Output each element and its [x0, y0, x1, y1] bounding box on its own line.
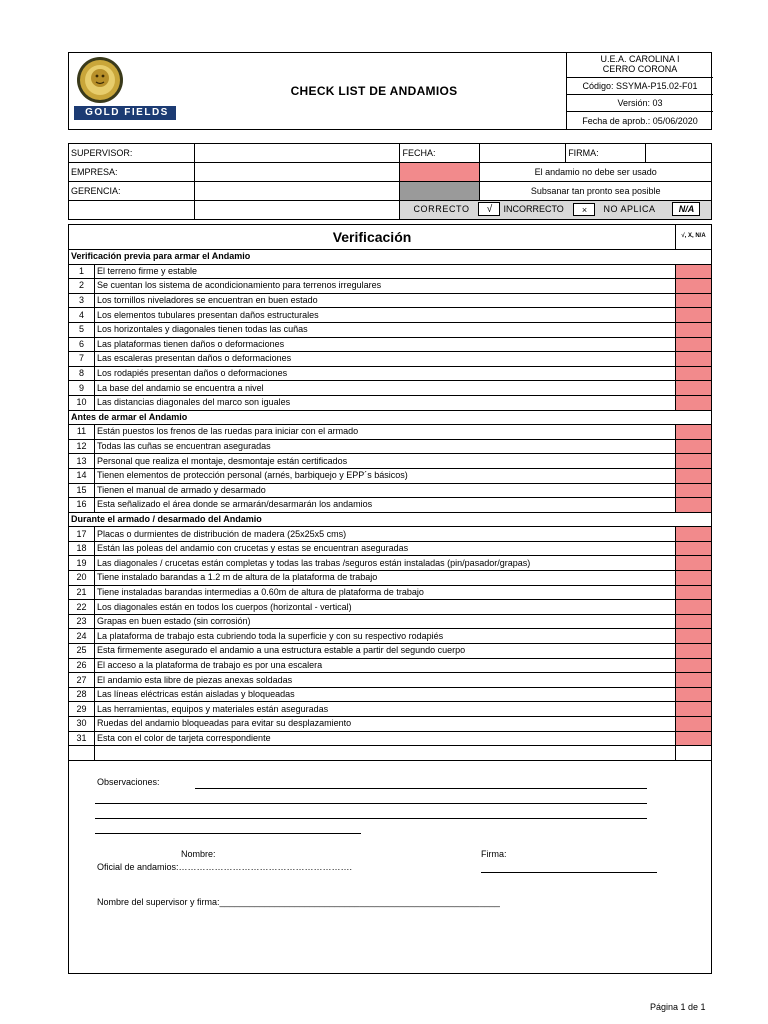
checklist-row	[69, 571, 712, 586]
item-text: Las escaleras presentan daños o deformaciones	[94, 352, 675, 367]
gerencia-label: GERENCIA:	[69, 182, 195, 201]
item-number: 18	[69, 541, 95, 556]
document-meta	[566, 52, 712, 130]
incorrecto-label: INCORRECTO	[503, 204, 564, 214]
item-number: 13	[69, 454, 95, 469]
item-text: Se cuentan los sistema de acondicionamiento para terrenos irregulares	[94, 279, 675, 294]
item-text: Esta con el color de tarjeta correspondiente	[94, 731, 675, 746]
checklist-row	[69, 600, 712, 615]
item-text: Están puestos los frenos de las ruedas para iniciar con el armado	[94, 425, 675, 440]
item-check-cell[interactable]	[676, 614, 712, 629]
item-number: 28	[69, 687, 95, 702]
item-text: Todas las cuñas se encuentran aseguradas	[94, 439, 675, 454]
item-number: 15	[69, 483, 95, 498]
firma-label-bottom: Firma:	[481, 849, 507, 859]
item-check-cell[interactable]	[676, 279, 712, 294]
supervisor-signature-field[interactable]: Nombre del supervisor y firma:________________________________________________________	[97, 897, 500, 907]
section-title: Verificación previa para armar el Andamio	[69, 250, 712, 265]
item-check-cell[interactable]	[676, 571, 712, 586]
item-text: Los elementos tubulares presentan daños estructurales	[94, 308, 675, 323]
item-check-cell[interactable]	[676, 439, 712, 454]
item-text: Las distancias diagonales del marco son iguales	[94, 395, 675, 410]
checklist-row	[69, 264, 712, 279]
item-number: 7	[69, 352, 95, 367]
checklist-row	[69, 687, 712, 702]
item-text: Están las poleas del andamio con crucetas y estas se encuentran aseguradas	[94, 541, 675, 556]
section-row	[69, 512, 712, 527]
item-number: 1	[69, 264, 95, 279]
checklist-row	[69, 658, 712, 673]
observaciones-line-3[interactable]	[95, 818, 647, 819]
item-text: Los diagonales están en todos los cuerpos (horizontal - vertical)	[94, 600, 675, 615]
verification-title: Verificación	[69, 225, 676, 250]
approval-date: Fecha de aprob.: 05/06/2020	[582, 116, 698, 126]
item-number: 29	[69, 702, 95, 717]
checklist-row	[69, 702, 712, 717]
item-check-cell[interactable]	[676, 308, 712, 323]
item-number: 4	[69, 308, 95, 323]
marking-legend	[400, 201, 712, 220]
observaciones-line-1[interactable]	[195, 788, 647, 789]
item-text: Tiene instaladas barandas intermedias a 0.60m de altura de plataforma de trabajo	[94, 585, 675, 600]
item-number: 24	[69, 629, 95, 644]
item-text: El terreno firme y estable	[94, 264, 675, 279]
checklist-row	[69, 468, 712, 483]
item-check-cell[interactable]	[676, 395, 712, 410]
item-text: Los horizontales y diagonales tienen todas las cuñas	[94, 322, 675, 337]
item-number: 9	[69, 381, 95, 396]
item-number: 11	[69, 425, 95, 440]
checklist-row	[69, 366, 712, 381]
item-check-cell[interactable]	[676, 702, 712, 717]
item-number: 12	[69, 439, 95, 454]
legend-gray-swatch	[400, 182, 480, 201]
item-check-cell[interactable]	[676, 352, 712, 367]
checklist-row	[69, 352, 712, 367]
supervisor-field[interactable]	[194, 144, 400, 163]
document-code: Código: SSYMA-P15.02-F01	[567, 78, 713, 95]
item-number: 25	[69, 644, 95, 659]
section-row	[69, 410, 712, 425]
item-check-cell[interactable]	[676, 717, 712, 732]
item-check-cell[interactable]	[676, 600, 712, 615]
mark-column-header: √, X, N/A	[676, 225, 712, 250]
checklist-row	[69, 731, 712, 746]
item-text: El andamio esta libre de piezas anexas soldadas	[94, 673, 675, 688]
document-version: Versión: 03	[567, 95, 713, 112]
observaciones-line-2[interactable]	[95, 803, 647, 804]
checklist-row	[69, 541, 712, 556]
item-check-cell[interactable]	[676, 381, 712, 396]
item-number: 19	[69, 556, 95, 571]
item-text: Las herramientas, equipos y materiales están aseguradas	[94, 702, 675, 717]
item-text: Personal que realiza el montaje, desmontaje están certificados	[94, 454, 675, 469]
checklist-row	[69, 527, 712, 542]
page-number: Página 1 de 1	[650, 1002, 706, 1012]
legend-gray-text: Subsanar tan pronto sea posible	[480, 182, 712, 201]
item-text: La plataforma de trabajo esta cubriendo toda la superficie y con su respectivo rodapiés	[94, 629, 675, 644]
empty-label-cell	[69, 201, 195, 220]
section-title: Antes de armar el Andamio	[69, 410, 712, 425]
item-text: Las líneas eléctricas están aisladas y bloqueadas	[94, 687, 675, 702]
item-check-cell[interactable]	[676, 366, 712, 381]
item-text: Tienen el manual de armado y desarmado	[94, 483, 675, 498]
item-text: Esta firmemente asegurado el andamio a una estructura estable a partir del segundo cuerpo	[94, 644, 675, 659]
correcto-label: CORRECTO	[413, 204, 470, 214]
item-number: 2	[69, 279, 95, 294]
item-check-cell[interactable]	[676, 337, 712, 352]
firma-label: FIRMA:	[566, 144, 646, 163]
checklist-row	[69, 644, 712, 659]
info-table	[68, 143, 712, 220]
firma-field[interactable]	[646, 144, 712, 163]
checklist-row	[69, 439, 712, 454]
item-check-cell[interactable]	[676, 629, 712, 644]
checklist-row	[69, 395, 712, 410]
checklist-row	[69, 381, 712, 396]
empty-cell	[69, 746, 95, 761]
no-aplica-label: NO APLICA	[603, 204, 656, 214]
item-check-cell[interactable]	[676, 658, 712, 673]
checklist-row	[69, 454, 712, 469]
item-check-cell[interactable]	[676, 498, 712, 513]
fecha-label: FECHA:	[400, 144, 480, 163]
empty-cell	[676, 746, 712, 761]
oficial-andamios-field[interactable]: Oficial de andamios:………………………………………………….	[97, 862, 353, 872]
checklist-row	[69, 585, 712, 600]
item-number: 14	[69, 468, 95, 483]
item-number: 3	[69, 293, 95, 308]
item-number: 27	[69, 673, 95, 688]
no-aplica-symbol: N/A	[672, 202, 700, 216]
item-check-cell[interactable]	[676, 541, 712, 556]
item-check-cell[interactable]	[676, 527, 712, 542]
item-check-cell[interactable]	[676, 731, 712, 746]
unit-line-1: U.E.A. CAROLINA I	[600, 54, 680, 64]
item-text: Ruedas del andamio bloqueadas para evitar su desplazamiento	[94, 717, 675, 732]
checklist-row	[69, 425, 712, 440]
item-check-cell[interactable]	[676, 644, 712, 659]
checklist-row	[69, 308, 712, 323]
item-text: Los tornillos niveladores se encuentran en buen estado	[94, 293, 675, 308]
item-text: El acceso a la plataforma de trabajo es por una escalera	[94, 658, 675, 673]
item-check-cell[interactable]	[676, 585, 712, 600]
item-number: 20	[69, 571, 95, 586]
verification-table	[68, 224, 712, 761]
item-check-cell[interactable]	[676, 483, 712, 498]
firma-line[interactable]	[481, 872, 657, 873]
empty-field-cell[interactable]	[194, 201, 400, 220]
item-check-cell[interactable]	[676, 687, 712, 702]
legend-red-text: El andamio no debe ser usado	[480, 163, 712, 182]
page-title: CHECK LIST DE ANDAMIOS	[290, 84, 458, 98]
item-number: 23	[69, 614, 95, 629]
item-text: Los rodapiés presentan daños o deformaciones	[94, 366, 675, 381]
item-number: 5	[69, 322, 95, 337]
item-text: La base del andamio se encuentra a nivel	[94, 381, 675, 396]
checklist-row	[69, 673, 712, 688]
empty-cell	[94, 746, 675, 761]
unit-name	[567, 52, 713, 78]
legend-red-swatch	[400, 163, 480, 182]
checklist-row	[69, 483, 712, 498]
item-check-cell[interactable]	[676, 468, 712, 483]
gerencia-field[interactable]	[194, 182, 400, 201]
observaciones-label: Observaciones:	[97, 777, 160, 787]
item-text: Grapas en buen estado (sin corrosión)	[94, 614, 675, 629]
empresa-label: EMPRESA:	[69, 163, 195, 182]
section-row	[69, 250, 712, 265]
empty-row	[69, 746, 712, 761]
item-number: 6	[69, 337, 95, 352]
item-check-cell[interactable]	[676, 556, 712, 571]
item-check-cell[interactable]	[676, 322, 712, 337]
checklist-row	[69, 556, 712, 571]
item-number: 8	[69, 366, 95, 381]
item-number: 30	[69, 717, 95, 732]
item-text: Las diagonales / crucetas están completas y todas las trabas /seguros están instaladas (pin/pasador/grapas)	[94, 556, 675, 571]
supervisor-label: SUPERVISOR:	[69, 144, 195, 163]
item-number: 10	[69, 395, 95, 410]
section-title: Durante el armado / desarmado del Andamio	[69, 512, 712, 527]
unit-line-2: CERRO CORONA	[602, 64, 678, 75]
gold-fields-logo	[70, 54, 180, 128]
item-text: Esta señalizado el área donde se armarán/desarmarán los andamios	[94, 498, 675, 513]
item-text: Tienen elementos de protección personal (arnés, barbiquejo y EPP´s básicos)	[94, 468, 675, 483]
item-check-cell[interactable]	[676, 425, 712, 440]
checklist-row	[69, 322, 712, 337]
checklist-row	[69, 498, 712, 513]
incorrecto-symbol: ×	[573, 203, 595, 216]
item-number: 16	[69, 498, 95, 513]
item-text: Placas o durmientes de distribución de madera (25x25x5 cms)	[94, 527, 675, 542]
item-check-cell[interactable]	[676, 264, 712, 279]
fecha-field[interactable]	[480, 144, 566, 163]
correcto-symbol: √	[478, 202, 500, 216]
item-number: 22	[69, 600, 95, 615]
item-number: 31	[69, 731, 95, 746]
empresa-field[interactable]	[194, 163, 400, 182]
item-text: Las plataformas tienen daños o deformaciones	[94, 337, 675, 352]
observations-panel	[68, 760, 712, 974]
brand-name: GOLD FIELDS	[85, 107, 169, 118]
item-number: 17	[69, 527, 95, 542]
item-text: Tiene instalado barandas a 1.2 m de altura de la plataforma de trabajo	[94, 571, 675, 586]
item-number: 26	[69, 658, 95, 673]
checklist-row	[69, 614, 712, 629]
checklist-row	[69, 629, 712, 644]
checklist-row	[69, 293, 712, 308]
nombre-label: Nombre:	[181, 849, 216, 859]
item-check-cell[interactable]	[676, 454, 712, 469]
item-number: 21	[69, 585, 95, 600]
item-check-cell[interactable]	[676, 293, 712, 308]
item-check-cell[interactable]	[676, 673, 712, 688]
checklist-row	[69, 279, 712, 294]
observaciones-line-4[interactable]	[95, 833, 361, 834]
checklist-row	[69, 337, 712, 352]
checklist-row	[69, 717, 712, 732]
